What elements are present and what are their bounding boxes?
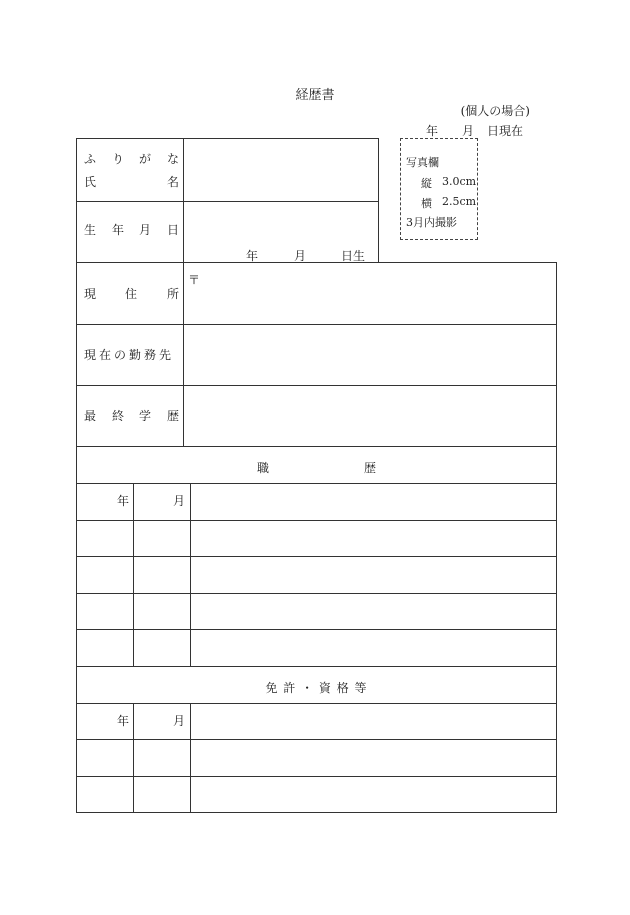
photo-note: 3月内撮影	[406, 216, 457, 229]
birth-year-suffix: 年	[246, 249, 259, 263]
licenses-col-month: 月	[173, 714, 186, 728]
address-input-cell[interactable]	[184, 263, 556, 323]
career-row-5[interactable]	[77, 630, 556, 665]
career-row-3[interactable]	[77, 557, 556, 592]
career-heading-2: 歴	[364, 461, 377, 475]
photo-height-label: 縦	[421, 177, 432, 190]
licenses-heading: 免 許 ・ 資 格 等	[265, 681, 368, 695]
address-label-2: 住	[125, 287, 138, 301]
education-input-cell[interactable]	[184, 386, 556, 446]
document-title: 経歴書	[295, 88, 335, 103]
education-label-1: 最	[84, 409, 97, 423]
address-label-3: 所	[167, 287, 180, 301]
career-row-4[interactable]	[77, 594, 556, 629]
career-col-year: 年	[117, 494, 130, 508]
birth-label-3: 月	[139, 223, 152, 237]
photo-width-label: 横	[421, 197, 432, 210]
name-label-1: 氏	[84, 175, 97, 189]
postal-mark: 〒	[188, 273, 201, 287]
birth-month-suffix: 月	[294, 249, 307, 263]
education-label-4: 歴	[167, 409, 180, 423]
birth-label-4: 日	[167, 223, 180, 237]
furigana-label-3: が	[139, 152, 152, 166]
workplace-label: 現在の勤務先	[84, 348, 175, 362]
education-label-2: 終	[112, 409, 125, 423]
birth-label-1: 生	[84, 223, 97, 237]
birth-day-suffix: 日生	[341, 249, 366, 263]
photo-box[interactable]	[400, 138, 478, 240]
licenses-col-year: 年	[117, 714, 130, 728]
furigana-label-1: ふ	[84, 152, 97, 166]
career-row-2[interactable]	[77, 521, 556, 556]
birth-label-2: 年	[112, 223, 125, 237]
address-table	[76, 262, 557, 447]
photo-width-value: 2.5cm	[442, 195, 477, 208]
education-label-3: 学	[139, 409, 152, 423]
workplace-input-cell[interactable]	[184, 325, 556, 385]
photo-heading: 写真欄	[406, 156, 439, 169]
address-label-1: 現	[84, 287, 97, 301]
license-row-3[interactable]	[77, 777, 556, 812]
date-year-label: 年	[426, 124, 439, 138]
license-row-1-cell[interactable]	[191, 704, 556, 739]
license-row-2[interactable]	[77, 740, 556, 775]
date-header	[0, 122, 630, 138]
name-input-cell[interactable]	[184, 139, 378, 200]
name-label-2: 名	[167, 175, 180, 189]
photo-height-value: 3.0cm	[442, 175, 477, 188]
document-kind: (個人の場合)	[460, 104, 530, 118]
furigana-label-2: り	[112, 152, 125, 166]
career-heading-1: 職	[257, 461, 270, 475]
career-license-table	[76, 446, 557, 813]
furigana-label-4: な	[167, 152, 180, 166]
date-day-now-label: 日現在	[487, 124, 524, 138]
date-month-label: 月	[462, 124, 475, 138]
name-birth-table	[76, 138, 379, 263]
career-row-1-cell[interactable]	[191, 484, 556, 519]
career-col-month: 月	[173, 494, 186, 508]
